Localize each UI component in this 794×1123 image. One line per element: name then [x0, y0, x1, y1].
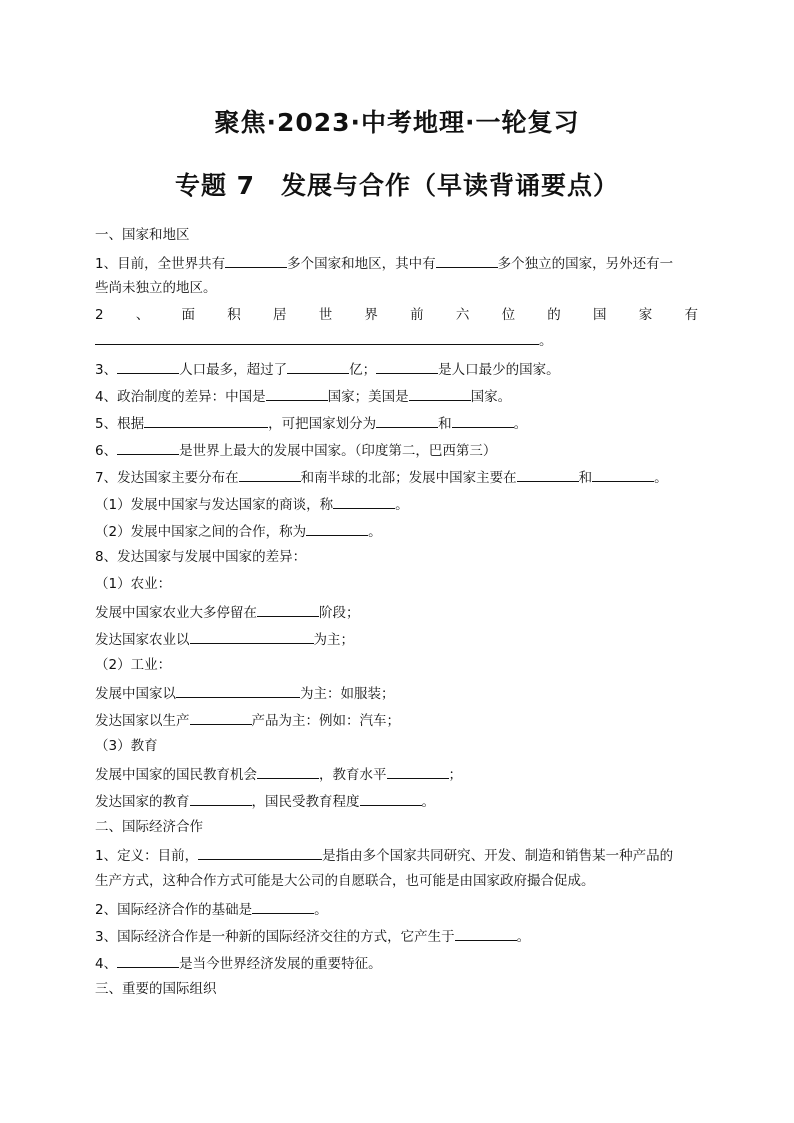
education-heading: （3）教育	[95, 738, 158, 754]
answer-blank[interactable]	[144, 413, 268, 428]
agriculture-heading: （1）农业：	[95, 576, 172, 592]
question-7: 7、发达国家主要分布在 和南半球的北部；发展中国家主要在 和 。	[95, 467, 698, 487]
industry-developing: 发展中国家以 为主：如服装；	[95, 683, 698, 703]
answer-blank[interactable]	[376, 359, 438, 374]
answer-blank[interactable]	[409, 386, 471, 401]
answer-blank[interactable]	[117, 953, 179, 968]
answer-blank[interactable]	[190, 629, 314, 644]
definition-line-1: 1、定义：目前， 是指由多个国家共同研究、开发、制造和销售某一种产品的	[95, 845, 698, 865]
answer-blank[interactable]	[360, 791, 422, 806]
economy-feature: 4、 是当今世界经济发展的重要特征。	[95, 953, 698, 973]
answer-blank[interactable]	[592, 467, 654, 482]
answer-blank[interactable]	[95, 330, 539, 345]
answer-blank[interactable]	[117, 359, 179, 374]
question-5: 5、根据 ，可把国家划分为 和 。	[95, 413, 698, 433]
answer-blank[interactable]	[190, 791, 252, 806]
question-1-line-2: 些尚未独立的地区。	[95, 280, 217, 296]
answer-blank[interactable]	[333, 494, 395, 509]
education-developing: 发展中国家的国民教育机会 ，教育水平 ；	[95, 764, 698, 784]
question-7-2: （2）发展中国家之间的合作，称为 。	[95, 521, 698, 541]
answer-blank[interactable]	[452, 413, 514, 428]
cooperation-origin: 3、国际经济合作是一种新的国际经济交往的方式，它产生于 。	[95, 926, 698, 946]
answer-blank[interactable]	[239, 467, 301, 482]
question-3: 3、 人口最多，超过了 亿； 是人口最少的国家。	[95, 359, 698, 379]
cooperation-basis: 2、国际经济合作的基础是 。	[95, 899, 698, 919]
question-4: 4、政治制度的差异：中国是 国家；美国是 国家。	[95, 386, 698, 406]
answer-blank[interactable]	[252, 899, 314, 914]
page-title: 聚焦·2023·中考地理·一轮复习	[214, 108, 580, 137]
question-8: 8、发达国家与发展中国家的差异：	[95, 549, 307, 565]
question-6: 6、 是世界上最大的发展中国家。（印度第二，巴西第三）	[95, 440, 698, 460]
definition-line-2: 生产方式，这种合作方式可能是大公司的自愿联合，也可能是由国家政府撮合促成。	[95, 873, 595, 889]
answer-blank[interactable]	[306, 521, 368, 536]
question-7-1: （1）发展中国家与发达国家的商谈，称 。	[95, 494, 698, 514]
answer-blank[interactable]	[225, 253, 287, 268]
education-developed: 发达国家的教育 ，国民受教育程度 。	[95, 791, 698, 811]
answer-blank[interactable]	[387, 764, 449, 779]
industry-heading: （2）工业：	[95, 657, 172, 673]
answer-blank[interactable]	[266, 386, 328, 401]
answer-blank[interactable]	[117, 440, 179, 455]
section-heading-countries: 一、国家和地区	[95, 227, 190, 243]
agriculture-developed: 发达国家农业以 为主；	[95, 629, 698, 649]
answer-blank[interactable]	[257, 764, 319, 779]
question-2-line-2: 。	[95, 330, 553, 350]
answer-blank[interactable]	[198, 845, 322, 860]
answer-blank[interactable]	[436, 253, 498, 268]
question-2-line-1: 2 、 面 积 居 世 界 前 六 位 的 国 家 有	[95, 307, 698, 323]
answer-blank[interactable]	[455, 926, 517, 941]
answer-blank[interactable]	[176, 683, 300, 698]
agriculture-developing: 发展中国家农业大多停留在 阶段；	[95, 602, 698, 622]
answer-blank[interactable]	[257, 602, 319, 617]
section-heading-international-organizations: 三、重要的国际组织	[95, 981, 217, 997]
industry-developed: 发达国家以生产 产品为主：例如：汽车；	[95, 710, 698, 730]
answer-blank[interactable]	[287, 359, 349, 374]
answer-blank[interactable]	[517, 467, 579, 482]
question-1-line-1: 1、目前，全世界共有 多个国家和地区，其中有 多个独立的国家，另外还有一	[95, 253, 698, 273]
answer-blank[interactable]	[376, 413, 438, 428]
page-subtitle: 专题 7 发展与合作（早读背诵要点）	[174, 171, 620, 200]
answer-blank[interactable]	[190, 710, 252, 725]
section-heading-economic-cooperation: 二、国际经济合作	[95, 819, 203, 835]
